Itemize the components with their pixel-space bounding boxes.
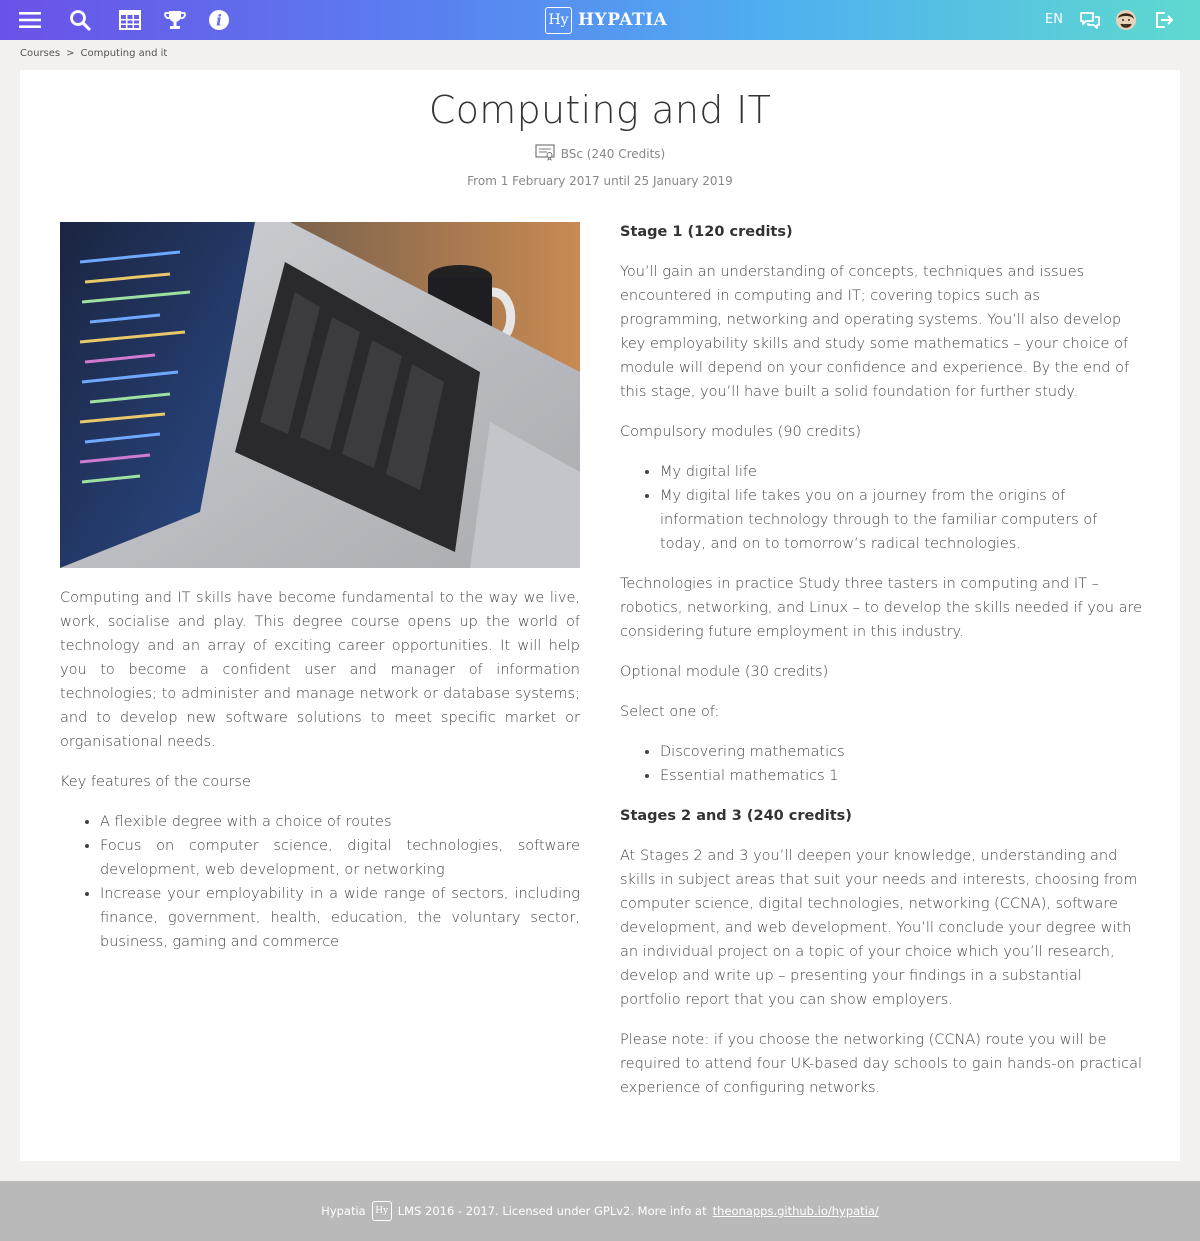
top-navigation-bar: [0, 0, 1200, 40]
course-dates: From 1 February 2017 until 25 January 2019: [467, 174, 733, 188]
brand-logo[interactable]: [545, 6, 667, 34]
list-item: • A flexible degree with a choice of routes: [100, 810, 580, 834]
list-item: • Discovering mathematics: [660, 740, 1145, 764]
chat-icon[interactable]: [1078, 8, 1102, 32]
list-item: • My digital life takes you on a journey from the origins of information technology through to the familiar computers of today, and on to tomorrow’s radical technologies.: [660, 484, 1145, 556]
info-icon[interactable]: [207, 8, 231, 32]
course-description-right: [620, 220, 1145, 1116]
footer-link[interactable]: theonapps.github.io/hypatia/: [712, 1204, 879, 1218]
calendar-grid-icon[interactable]: [118, 8, 142, 32]
select-text: Select one of:: [620, 704, 720, 720]
compulsory-heading: Compulsory modules (90 credits): [620, 424, 862, 440]
list-item: • Essential mathematics 1: [660, 764, 1145, 788]
trophy-icon[interactable]: [163, 8, 187, 32]
certificate-icon: [535, 143, 555, 164]
degree-info: [20, 143, 1180, 164]
brand-name: HYPATIA: [578, 10, 668, 30]
brand-mark: Hy: [545, 7, 572, 34]
note-text: Please note: if you choose the networking (CCNA) route you will be required to attend four UK-based day schools to gain hands-on practical experience of configuring networks.: [620, 1032, 1142, 1096]
footer-text: LMS 2016 - 2017. Licensed under GPLv2. More info at: [397, 1204, 707, 1218]
menu-icon[interactable]: [18, 8, 42, 32]
page-title: Computing and IT: [428, 88, 772, 132]
technologies-text: Technologies in practice Study three tasters in computing and IT – robotics, networking, and Linux – to develop the skills needed if you are considering future employment in this industry.: [620, 576, 1143, 640]
optional-list: [660, 740, 1145, 788]
degree-label: BSc (240 Credits): [560, 146, 666, 161]
stage23-text: At Stages 2 and 3 you’ll deepen your knowledge, understanding and skills in subject areas that suit your needs and interests, choosing from computer science, digital technologies, networking (CCNA), software development, and web development. You’ll conclude your degree with an individual project on a topic of your choice which you’ll research, develop and write up – presenting your findings in a substantial portfolio report that you can show employers.: [620, 848, 1138, 1008]
stage1-heading: Stage 1 (120 credits): [620, 224, 793, 240]
logout-icon[interactable]: [1152, 8, 1176, 32]
stage1-text: You’ll gain an understanding of concepts, techniques and issues encountered in computing and IT; covering topics such as programming, networking and operating systems. You’ll also develop key employability skills and study some mathematics – your choice of module will depend on your confidence and experience. By the end of this stage, you’ll have built a solid foundation for further study.: [620, 264, 1130, 400]
list-item: • Focus on computer science, digital technologies, software development, web development, or networking: [100, 834, 580, 882]
avatar[interactable]: [1114, 8, 1138, 32]
language-selector[interactable]: EN: [1045, 12, 1063, 27]
compulsory-list: [660, 460, 1145, 556]
list-item: • My digital life: [660, 460, 1145, 484]
breadcrumb-separator: >: [66, 48, 75, 59]
svg-text:i: i: [216, 11, 222, 30]
footer-logo: Hy: [372, 1201, 392, 1221]
optional-heading: Optional module (30 credits): [620, 664, 829, 680]
breadcrumb-courses[interactable]: Courses: [20, 48, 61, 59]
list-item: • Increase your employability in a wide range of sectors, including finance, government, health, education, the voluntary sector, business, gaming and commerce: [100, 882, 580, 954]
features-list: [100, 810, 580, 954]
course-description-left: [60, 586, 580, 970]
features-heading: Key features of the course: [60, 774, 251, 790]
footer-brand: Hypatia: [321, 1204, 366, 1218]
footer: [0, 1181, 1200, 1241]
search-icon[interactable]: [68, 8, 92, 32]
course-card: [20, 70, 1180, 1161]
course-intro: Computing and IT skills have become fundamental to the way we live, work, socialise and play. This degree course opens up the world of technology and an array of exciting career opportunities. It will help you to become a confident user and manager of information technologies; to administer and manage network or database systems; and to develop new software solutions to meet specific market or organisational needs.: [60, 590, 580, 750]
course-image-laptop: [60, 222, 580, 568]
breadcrumb-current-course[interactable]: Computing and it: [80, 48, 168, 59]
stage23-heading: Stages 2 and 3 (240 credits): [620, 808, 852, 824]
breadcrumb: [20, 48, 167, 59]
